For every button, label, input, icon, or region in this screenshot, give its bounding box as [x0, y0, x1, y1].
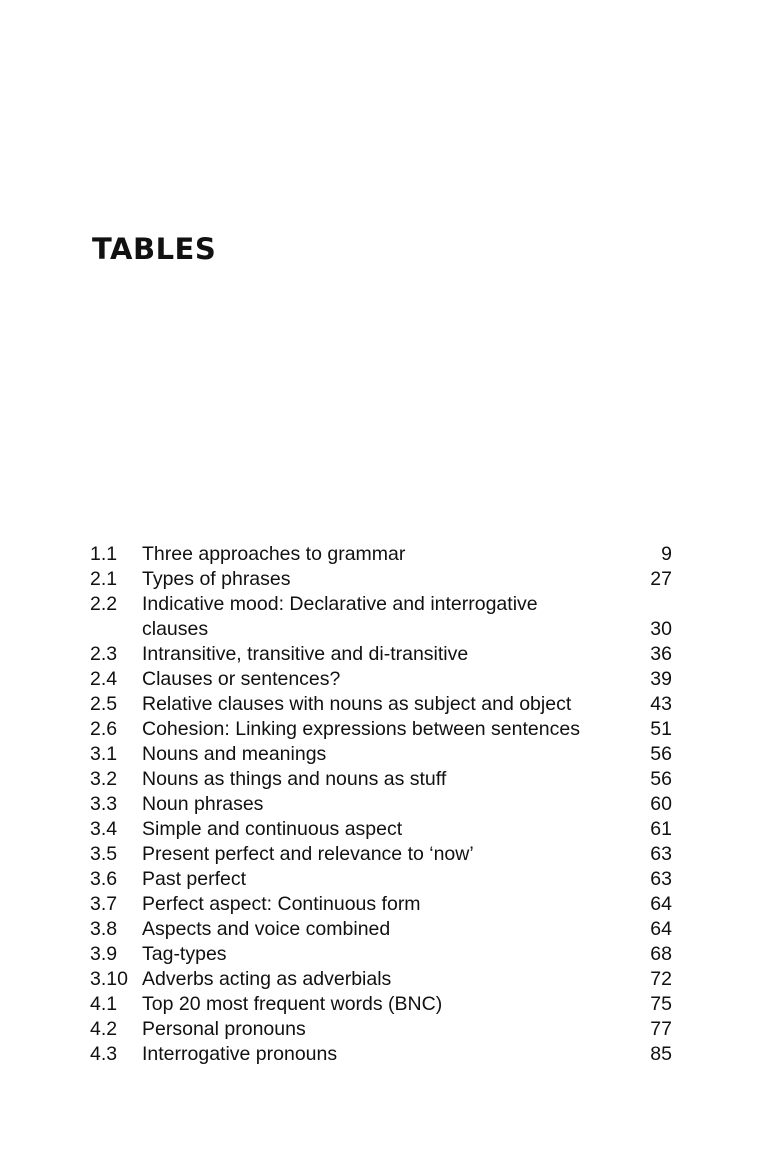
table-title: Simple and continuous aspect	[142, 818, 403, 840]
page-number: 64	[650, 893, 672, 915]
table-number: 3.8	[90, 918, 118, 940]
table-entry	[90, 817, 672, 842]
table-entry	[90, 542, 672, 567]
table-number: 3.6	[90, 868, 118, 890]
page-number: 61	[650, 818, 672, 840]
table-title: Noun phrases	[142, 793, 264, 815]
table-entry	[90, 867, 672, 892]
table-number: 3.10	[90, 968, 128, 990]
page-number: 64	[650, 918, 672, 940]
table-entry	[90, 567, 672, 592]
table-title: Indicative mood: Declarative and interrogative clauses	[142, 593, 538, 640]
table-title: Clauses or sentences?	[142, 668, 341, 690]
table-number: 3.3	[90, 793, 118, 815]
table-number: 4.3	[90, 1043, 118, 1065]
table-entry	[90, 992, 672, 1017]
table-entry	[90, 792, 672, 817]
table-title: Nouns as things and nouns as stuff	[142, 768, 447, 790]
table-title: Three approaches to grammar	[142, 543, 406, 565]
table-entry	[90, 692, 672, 717]
table-number: 2.1	[90, 568, 118, 590]
table-title: Personal pronouns	[142, 1018, 306, 1040]
table-list	[90, 542, 672, 1067]
table-entry	[90, 667, 672, 692]
table-number: 2.5	[90, 693, 118, 715]
table-number: 2.3	[90, 643, 118, 665]
table-title: Adverbs acting as adverbials	[142, 968, 392, 990]
table-number: 3.7	[90, 893, 118, 915]
table-entry	[90, 742, 672, 767]
table-entry	[90, 942, 672, 967]
table-entry	[90, 717, 672, 742]
page-number: 77	[650, 1018, 672, 1040]
table-title: Tag-types	[142, 943, 227, 965]
page-number: 75	[650, 993, 672, 1015]
table-entry	[90, 892, 672, 917]
table-title: Perfect aspect: Continuous form	[142, 893, 421, 915]
table-number: 2.2	[90, 593, 118, 615]
page-number: 39	[650, 668, 672, 690]
page-number: 63	[650, 868, 672, 890]
table-number: 3.4	[90, 818, 118, 840]
page-number: 72	[650, 968, 672, 990]
table-number: 2.6	[90, 718, 118, 740]
table-title: Nouns and meanings	[142, 743, 327, 765]
table-number: 4.2	[90, 1018, 118, 1040]
page-number: 63	[650, 843, 672, 865]
table-entry	[90, 592, 672, 642]
table-title: Cohesion: Linking expressions between sentences	[142, 718, 580, 740]
page-number: 60	[650, 793, 672, 815]
table-number: 3.5	[90, 843, 118, 865]
page-number: 51	[650, 718, 672, 740]
table-number: 4.1	[90, 993, 118, 1015]
page-number: 9	[661, 543, 672, 565]
table-number: 3.2	[90, 768, 118, 790]
table-number: 3.9	[90, 943, 118, 965]
table-title: Past perfect	[142, 868, 247, 890]
page-number: 36	[650, 643, 672, 665]
table-entry	[90, 1042, 672, 1067]
table-entry	[90, 842, 672, 867]
table-entry	[90, 642, 672, 667]
page-number: 85	[650, 1043, 672, 1065]
page-title: TABLES	[92, 232, 217, 266]
page-number: 43	[650, 693, 672, 715]
table-title: Types of phrases	[142, 568, 291, 590]
table-title: Relative clauses with nouns as subject and object	[142, 693, 572, 715]
page-number: 56	[650, 768, 672, 790]
page-number: 56	[650, 743, 672, 765]
table-title: Top 20 most frequent words (BNC)	[142, 993, 443, 1015]
table-entry	[90, 767, 672, 792]
table-title: Intransitive, transitive and di-transitive	[142, 643, 469, 665]
table-number: 3.1	[90, 743, 118, 765]
table-title: Aspects and voice combined	[142, 918, 391, 940]
table-title: Present perfect and relevance to ‘now’	[142, 843, 474, 865]
page-number: 68	[650, 943, 672, 965]
table-entry	[90, 917, 672, 942]
table-number: 1.1	[90, 543, 118, 565]
page-number: 30	[650, 618, 672, 640]
table-entry	[90, 1017, 672, 1042]
table-title: Interrogative pronouns	[142, 1043, 338, 1065]
table-entry	[90, 967, 672, 992]
page-number: 27	[650, 568, 672, 590]
table-number: 2.4	[90, 668, 118, 690]
